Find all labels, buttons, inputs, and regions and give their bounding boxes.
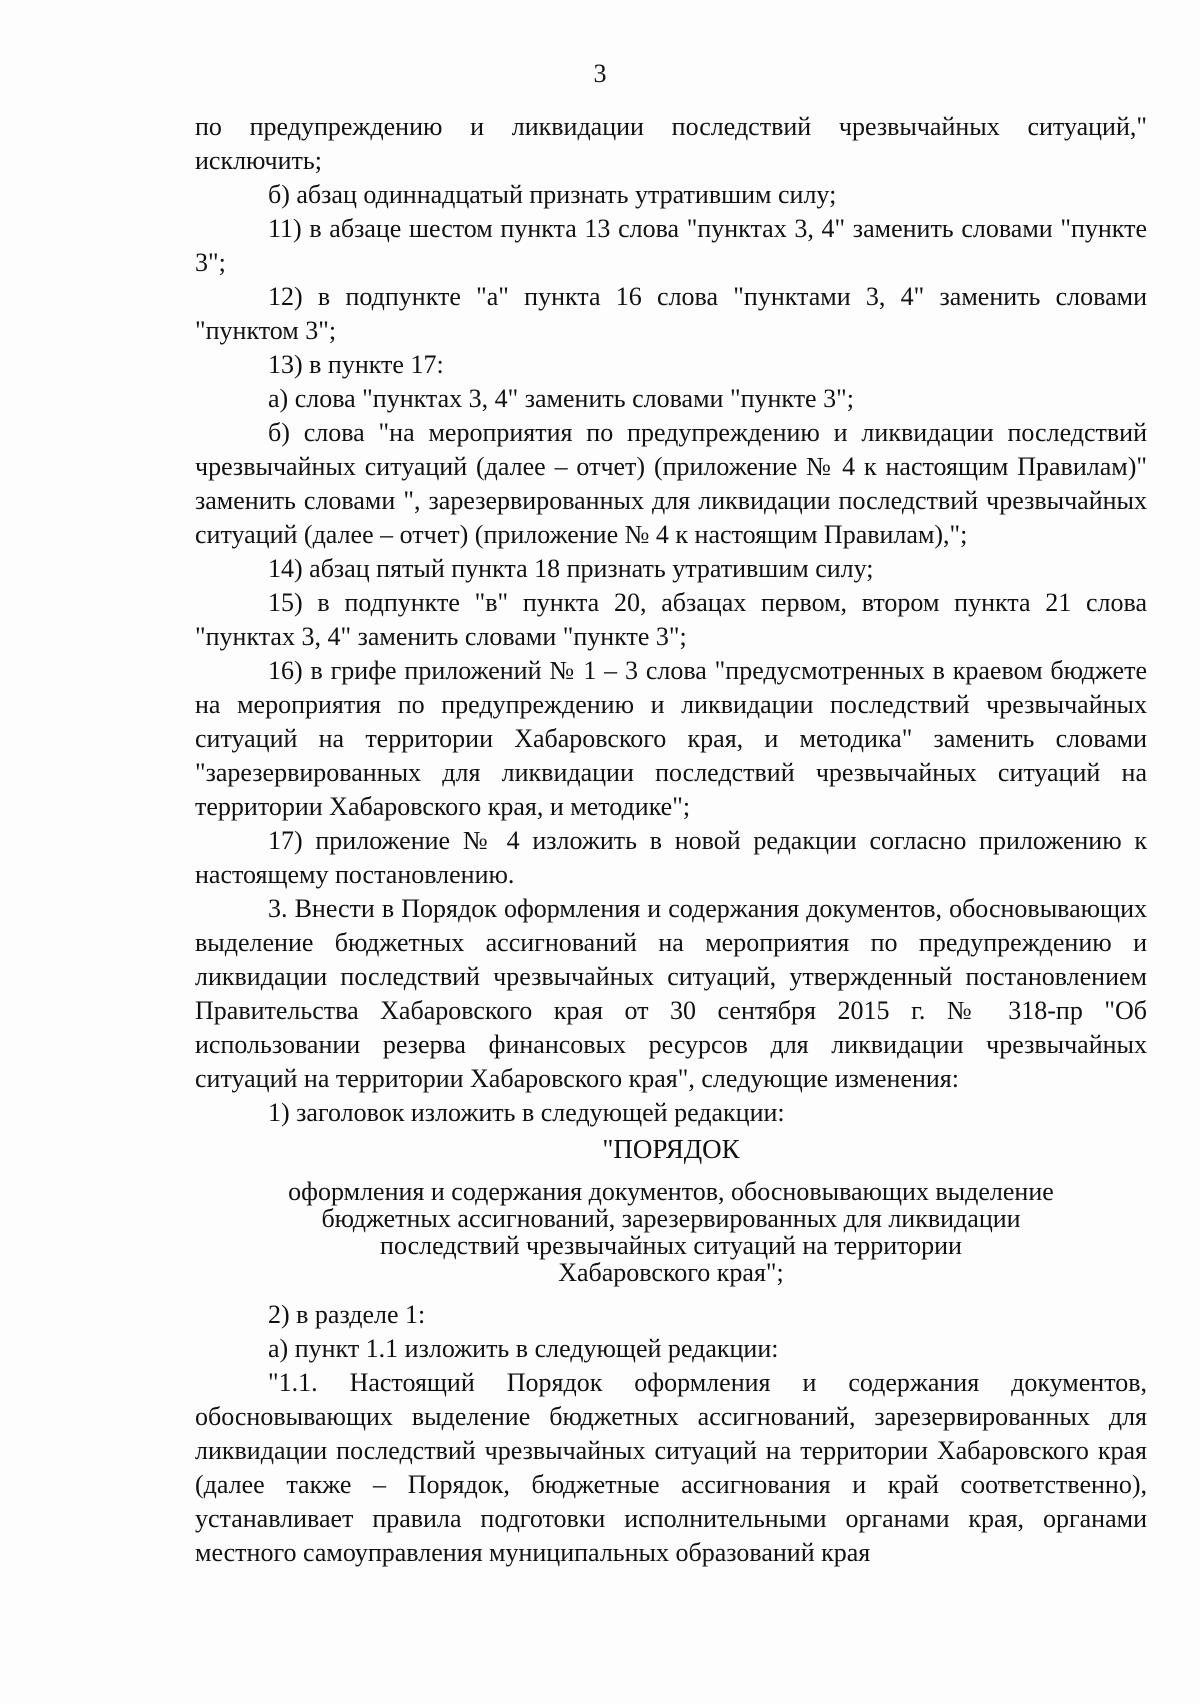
paragraph-item-14: 14) абзац пятый пункта 18 признать утратившим силу; <box>268 554 874 583</box>
document-body <box>195 110 1147 1570</box>
paragraph-section-3: 3. Внести в Порядок оформления и содержания документов, обосновывающих выделение бюджетных ассигнований на мероприятия по предупреждению и ликвидации последствий чрезвычайных ситуаций, утвержденный постановлением Правительства Хабаровского края от 30 сентября 2015 г. № 318-пр "Об использовании резерва финансовых ресурсов для ликвидации чрезвычайных ситуаций на территории Хабаровского края", следующие изменения: <box>195 894 1147 1093</box>
paragraph-item-b: б) абзац одиннадцатый признать утратившим силу; <box>268 180 837 209</box>
paragraph-continuation: по предупреждению и ликвидации последствий чрезвычайных ситуаций," исключить; <box>195 112 1147 175</box>
paragraph-item-2: 2) в разделе 1: <box>268 1300 426 1329</box>
paragraph-item-13a: а) слова "пунктах 3, 4" заменить словами "пункте 3"; <box>268 384 854 413</box>
order-subtitle-line: оформления и содержания документов, обосновывающих выделение <box>288 1177 1054 1206</box>
paragraph-item-1: 1) заголовок изложить в следующей редакции: <box>268 1098 785 1127</box>
order-title: "ПОРЯДОК <box>602 1134 740 1164</box>
paragraph-item-13b: б) слова "на мероприятия по предупреждению и ликвидации последствий чрезвычайных ситуаций (далее – отчет) (приложение № 4 к настоящим Правилам)" заменить словами ", зарезервированных для ликвидации последствий чрезвычайных ситуаций (далее – отчет) (приложение № 4 к настоящим Правилам),"; <box>195 418 1147 549</box>
order-subtitle <box>195 1178 1147 1286</box>
paragraph-item-16: 16) в грифе приложений № 1 – 3 слова "предусмотренных в краевом бюджете на мероприятия по предупреждению и ликвидации последствий чрезвычайных ситуаций на территории Хабаровского края, и методика" заменить словами "зарезервированных для ликвидации последствий чрезвычайных ситуаций на территории Хабаровского края, и методике"; <box>195 656 1147 821</box>
order-subtitle-line: последствий чрезвычайных ситуаций на территории <box>380 1231 962 1260</box>
paragraph-clause-1-1: "1.1. Настоящий Порядок оформления и содержания документов, обосновывающих выделение бюджетных ассигнований, зарезервированных для ликвидации последствий чрезвычайных ситуаций на территории Хабаровского края (далее также – Порядок, бюджетные ассигнования и край соответственно), устанавливает правила подготовки исполнительными органами края, органами местного самоуправления муниципальных образований края <box>195 1368 1147 1567</box>
paragraph-item-15: 15) в подпункте "в" пункта 20, абзацах первом, втором пункта 21 слова "пунктах 3, 4" заменить словами "пункте 3"; <box>195 588 1147 651</box>
order-subtitle-line: Хабаровского края"; <box>558 1258 784 1287</box>
order-subtitle-line: бюджетных ассигнований, зарезервированных для ликвидации <box>321 1204 1021 1233</box>
paragraph-item-2a: а) пункт 1.1 изложить в следующей редакции: <box>268 1334 779 1363</box>
paragraph-item-11: 11) в абзаце шестом пункта 13 слова "пунктах 3, 4" заменить словами "пункте 3"; <box>195 214 1147 277</box>
paragraph-item-17: 17) приложение № 4 изложить в новой редакции согласно приложению к настоящему постановлению. <box>195 826 1147 889</box>
page-number: 3 <box>593 59 607 88</box>
paragraph-item-12: 12) в подпункте "а" пункта 16 слова "пунктами 3, 4" заменить словами "пунктом 3"; <box>195 282 1147 345</box>
paragraph-item-13: 13) в пункте 17: <box>268 350 444 379</box>
